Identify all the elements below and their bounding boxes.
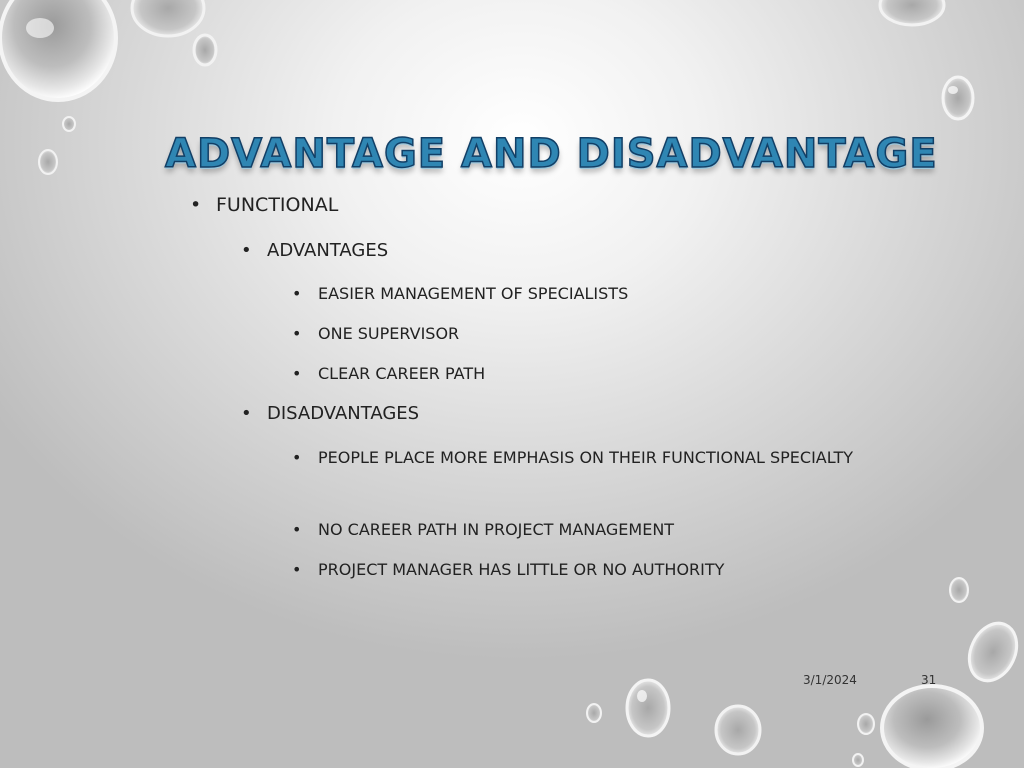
list-item: [292, 358, 858, 389]
list-item: [292, 442, 858, 473]
list-item-text: ONE SUPERVISOR: [318, 324, 460, 343]
water-drop: [943, 77, 973, 119]
water-drop: [132, 0, 204, 36]
bullet-icon: •: [292, 364, 302, 383]
list-item-text: NO CAREER PATH IN PROJECT MANAGEMENT: [318, 520, 675, 539]
water-drop: [63, 117, 75, 131]
list-item: [292, 318, 858, 349]
list-item: [292, 278, 858, 309]
water-drop: [587, 704, 601, 722]
footer-date: 3/1/2024: [803, 673, 857, 687]
bullet-icon: •: [292, 284, 302, 303]
list-item: [292, 514, 858, 545]
list-item-text: EASIER MANAGEMENT OF SPECIALISTS: [318, 284, 629, 303]
bullet-icon: •: [292, 560, 302, 579]
water-drop: [716, 706, 760, 754]
water-drop: [39, 150, 57, 174]
slide-number: 31: [921, 673, 937, 687]
water-drop: [194, 35, 216, 65]
bullet-icon: •: [292, 448, 302, 467]
slide-title: ADVANTAGE AND DISADVANTAGE: [165, 131, 938, 177]
water-drop: [882, 686, 982, 768]
list-item-text: PEOPLE PLACE MORE EMPHASIS ON THEIR FUNCTIONAL SPECIALTY: [318, 448, 853, 467]
list-item-text: FUNCTIONAL: [216, 194, 339, 216]
list-item: [241, 403, 419, 424]
bullet-icon: •: [292, 324, 302, 343]
list-item-text: PROJECT MANAGER HAS LITTLE OR NO AUTHORITY: [318, 560, 725, 579]
list-item: [190, 194, 338, 216]
list-item-text: CLEAR CAREER PATH: [318, 364, 486, 383]
bullet-icon: •: [292, 520, 302, 539]
bullet-icon: •: [190, 194, 202, 216]
water-drop: [0, 0, 116, 100]
list-item: [292, 554, 858, 585]
water-drop: [627, 680, 669, 736]
water-drop: [858, 714, 874, 734]
water-drop: [960, 616, 1024, 689]
water-drop: [880, 0, 944, 25]
bullet-icon: •: [241, 403, 252, 424]
list-item-text: DISADVANTAGES: [267, 403, 420, 424]
list-item: [241, 240, 388, 261]
water-drop: [950, 578, 968, 602]
bullet-icon: •: [241, 240, 252, 261]
water-drop: [853, 754, 863, 766]
list-item-text: ADVANTAGES: [267, 240, 389, 261]
